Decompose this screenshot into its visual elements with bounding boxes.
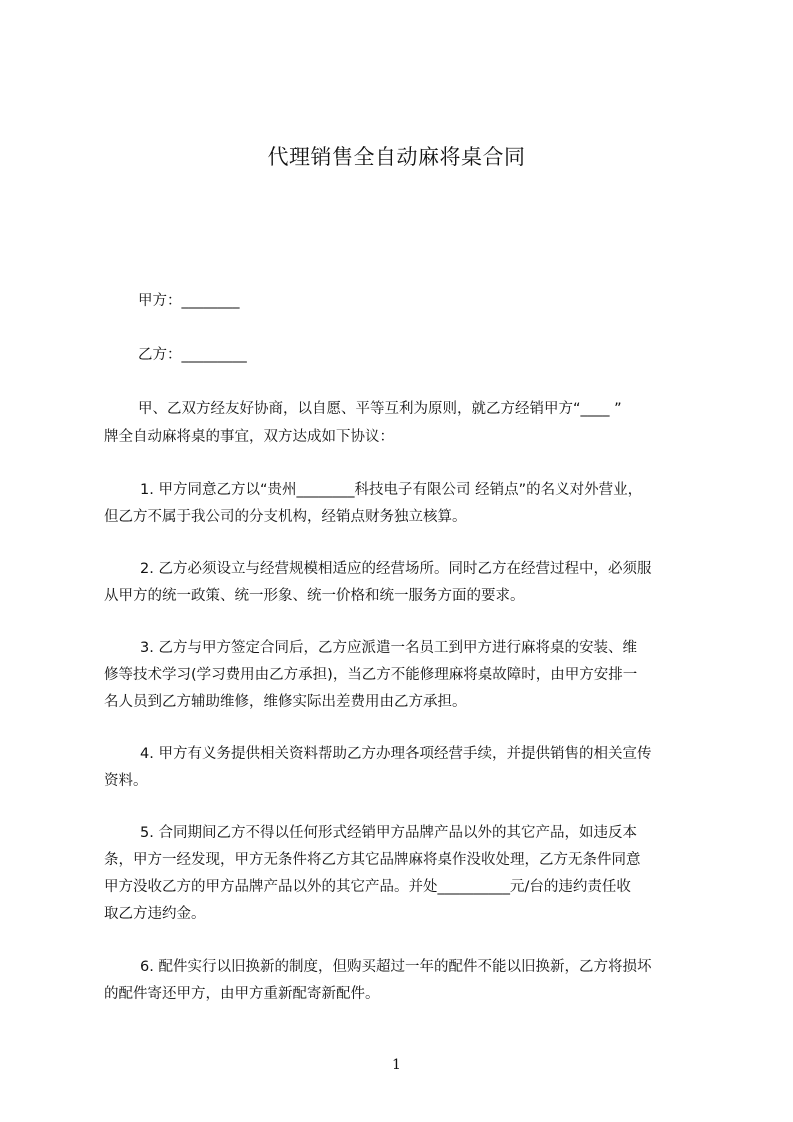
clause-4-line-1: 4. 甲方有义务提供相关资料帮助乙方办理各项经营手续，并提供销售的相关宣传 bbox=[140, 746, 652, 762]
clause-3-line-2: 修等技术学习(学习费用由乙方承担)，当乙方不能修理麻将桌故障时，由甲方安排一 bbox=[104, 667, 638, 683]
clause-5-line-4: 取乙方违约金。 bbox=[104, 906, 206, 922]
page-number: 1 bbox=[392, 1057, 401, 1073]
clause-1-line-2: 但乙方不属于我公司的分支机构，经销点财务独立核算。 bbox=[104, 509, 467, 525]
clause-2-line-2: 从甲方的统一政策、统一形象、统一价格和统一服务方面的要求。 bbox=[104, 588, 525, 604]
clause-2-line-1: 2. 乙方必须设立与经营规模相适应的经营场所。同时乙方在经营过程中，必须服 bbox=[140, 561, 652, 577]
clause-5-line-3: 甲方没收乙方的甲方品牌产品以外的其它产品。并处__________元/台的违约责任收 bbox=[104, 879, 631, 895]
clause-6-line-2: 的配件寄还甲方，由甲方重新配寄新配件。 bbox=[104, 986, 380, 1002]
party-b-line: 乙方：_________ bbox=[138, 347, 247, 363]
clause-3-line-3: 名人员到乙方辅助维修，维修实际出差费用由乙方承担。 bbox=[104, 694, 467, 710]
clause-3-line-1: 3. 乙方与甲方签定合同后，乙方应派遣一名员工到甲方进行麻将桌的安装、维 bbox=[140, 640, 637, 656]
clause-6-line-1: 6. 配件实行以旧换新的制度，但购买超过一年的配件不能以旧换新，乙方将损坏 bbox=[140, 959, 652, 975]
clause-5-line-1: 5. 合同期间乙方不得以任何形式经销甲方品牌产品以外的其它产品，如违反本 bbox=[140, 825, 637, 841]
clause-1-line-1: 1. 甲方同意乙方以“贵州________科技电子有限公司 经销点”的名义对外营业， bbox=[140, 482, 643, 498]
clause-4-line-2: 资料。 bbox=[104, 773, 148, 789]
document-title: 代理销售全自动麻将桌合同 bbox=[267, 145, 526, 169]
intro-line-1: 甲、乙双方经友好协商，以自愿、平等互利为原则，就乙方经销甲方“____ ” bbox=[138, 401, 622, 417]
clause-5-line-2: 条，甲方一经发现，甲方无条件将乙方其它品牌麻将桌作没收处理，乙方无条件同意 bbox=[104, 852, 641, 868]
intro-line-2: 牌全自动麻将桌的事宜，双方达成如下协议： bbox=[104, 429, 394, 445]
party-a-line: 甲方：________ bbox=[138, 293, 240, 309]
